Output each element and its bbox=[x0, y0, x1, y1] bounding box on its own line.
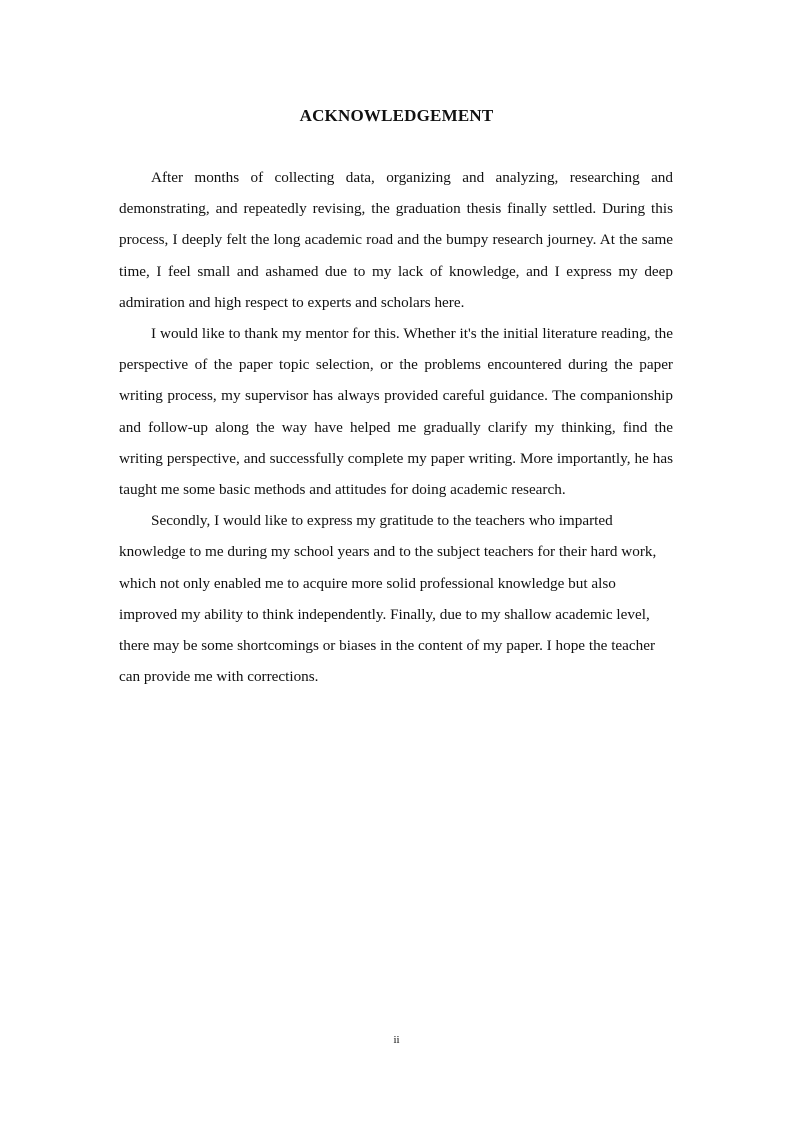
paragraph-teachers-thanks: Secondly, I would like to express my gratitude to the teachers who imparted knowledge to me during my school years and to the subject teachers for their hard work, which not only enabled me to acquire more solid professional knowledge but also improved my ability to think independently. Finally, due to my shallow academic level, there may be some shortcomings or biases in the content of my paper. I hope the teacher can provide me with corrections. bbox=[119, 512, 657, 686]
paragraph-mentor-thanks: I would like to thank my mentor for this. Whether it's the initial literature reading, the perspective of the paper topic selection, or the problems encountered during the paper writing process, my supervisor has always provided careful guidance. The companionship and follow-up along the way have helped me gradually clarify my thinking, find the writing perspective, and successfully complete my paper writing. More importantly, he has taught me some basic methods and attitudes for doing academic research. bbox=[119, 325, 673, 499]
paragraph-data-collection: After months of collecting data, organizing and analyzing, researching and demonstrating, and repeatedly revising, the graduation thesis finally settled. During this process, I deeply felt the long academic road and the bumpy research journey. At the same time, I feel small and ashamed due to my lack of knowledge, and I express my deep admiration and high respect to experts and scholars here. bbox=[119, 169, 673, 311]
acknowledgement-body bbox=[119, 162, 673, 692]
page-number: ii bbox=[393, 1034, 400, 1046]
page-title: ACKNOWLEDGEMENT bbox=[299, 106, 494, 125]
